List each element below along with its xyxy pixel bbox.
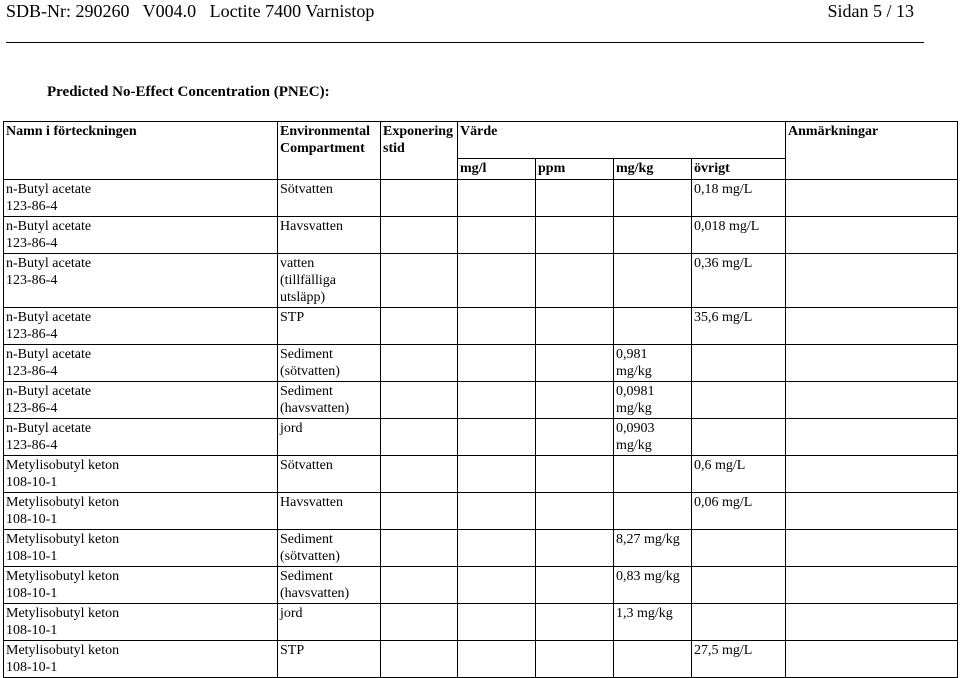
cell-exposure <box>381 456 458 493</box>
cell-remarks <box>786 345 958 382</box>
cell-remarks <box>786 456 958 493</box>
cell-exposure <box>381 419 458 456</box>
cell-remarks <box>786 419 958 456</box>
cell-ppm <box>536 254 614 308</box>
cell-mgl <box>458 345 536 382</box>
cell-remarks <box>786 254 958 308</box>
col-header-other: övrigt <box>692 159 786 180</box>
cell-compartment: Havsvatten <box>278 217 381 254</box>
cell-compartment: Sediment (sötvatten) <box>278 345 381 382</box>
cell-exposure <box>381 217 458 254</box>
cell-exposure <box>381 641 458 678</box>
cell-name: n-Butyl acetate 123-86-4 <box>4 254 278 308</box>
table-row <box>4 419 958 456</box>
cell-mgl <box>458 456 536 493</box>
cell-exposure <box>381 308 458 345</box>
cell-mgl <box>458 530 536 567</box>
cell-remarks <box>786 308 958 345</box>
table-row <box>4 382 958 419</box>
cell-remarks <box>786 567 958 604</box>
cell-exposure <box>381 180 458 217</box>
col-header-exposure: Exponeringstid <box>381 122 458 180</box>
col-header-mgl: mg/l <box>458 159 536 180</box>
cell-other: 0,06 mg/L <box>692 493 786 530</box>
cell-ppm <box>536 604 614 641</box>
cell-mgkg <box>614 308 692 345</box>
cell-ppm <box>536 217 614 254</box>
cell-ppm <box>536 641 614 678</box>
col-header-ppm: ppm <box>536 159 614 180</box>
cell-remarks <box>786 604 958 641</box>
cell-exposure <box>381 493 458 530</box>
cell-name: n-Butyl acetate 123-86-4 <box>4 180 278 217</box>
cell-other: 0,6 mg/L <box>692 456 786 493</box>
page-number: Sidan 5 / 13 <box>827 1 914 21</box>
document-header-title: SDB-Nr: 290260 V004.0 Loctite 7400 Varnistop <box>6 1 375 21</box>
table-row <box>4 217 958 254</box>
cell-ppm <box>536 419 614 456</box>
cell-other <box>692 382 786 419</box>
cell-mgkg: 0,0981 mg/kg <box>614 382 692 419</box>
cell-compartment: jord <box>278 419 381 456</box>
cell-remarks <box>786 382 958 419</box>
cell-exposure <box>381 382 458 419</box>
section-title: Predicted No-Effect Concentration (PNEC): <box>47 84 330 100</box>
header-divider <box>6 42 924 43</box>
table-row <box>4 308 958 345</box>
cell-exposure <box>381 345 458 382</box>
cell-ppm <box>536 530 614 567</box>
cell-other <box>692 567 786 604</box>
cell-mgkg <box>614 217 692 254</box>
cell-mgl <box>458 567 536 604</box>
cell-name: Metylisobutyl keton 108-10-1 <box>4 530 278 567</box>
cell-remarks <box>786 180 958 217</box>
cell-mgkg: 0,981 mg/kg <box>614 345 692 382</box>
cell-exposure <box>381 530 458 567</box>
cell-ppm <box>536 382 614 419</box>
table-row <box>4 530 958 567</box>
cell-name: Metylisobutyl keton 108-10-1 <box>4 456 278 493</box>
cell-other <box>692 345 786 382</box>
table-row <box>4 254 958 308</box>
table-row <box>4 604 958 641</box>
cell-compartment: Sediment (havsvatten) <box>278 382 381 419</box>
cell-name: Metylisobutyl keton 108-10-1 <box>4 493 278 530</box>
col-header-value: Värde <box>458 122 786 159</box>
cell-compartment: Sötvatten <box>278 180 381 217</box>
cell-other: 0,018 mg/L <box>692 217 786 254</box>
cell-other <box>692 419 786 456</box>
cell-mgl <box>458 180 536 217</box>
cell-mgkg <box>614 456 692 493</box>
cell-name: n-Butyl acetate 123-86-4 <box>4 217 278 254</box>
cell-mgkg: 1,3 mg/kg <box>614 604 692 641</box>
table-row <box>4 180 958 217</box>
cell-other <box>692 530 786 567</box>
cell-ppm <box>536 180 614 217</box>
cell-mgkg <box>614 180 692 217</box>
col-header-compartment: Environmental Compartment <box>278 122 381 180</box>
table-header-row <box>4 122 958 159</box>
cell-compartment: vatten (tillfälliga utsläpp) <box>278 254 381 308</box>
cell-mgkg: 8,27 mg/kg <box>614 530 692 567</box>
cell-ppm <box>536 493 614 530</box>
cell-exposure <box>381 604 458 641</box>
cell-name: n-Butyl acetate 123-86-4 <box>4 345 278 382</box>
cell-name: Metylisobutyl keton 108-10-1 <box>4 604 278 641</box>
cell-name: n-Butyl acetate 123-86-4 <box>4 308 278 345</box>
cell-mgl <box>458 254 536 308</box>
cell-name: Metylisobutyl keton 108-10-1 <box>4 641 278 678</box>
cell-compartment: Sediment (sötvatten) <box>278 530 381 567</box>
cell-compartment: STP <box>278 308 381 345</box>
cell-mgkg <box>614 254 692 308</box>
table-row <box>4 567 958 604</box>
cell-mgl <box>458 493 536 530</box>
table-body <box>4 180 958 678</box>
cell-compartment: Sediment (havsvatten) <box>278 567 381 604</box>
cell-mgl <box>458 382 536 419</box>
col-header-mgkg: mg/kg <box>614 159 692 180</box>
cell-mgl <box>458 419 536 456</box>
cell-name: n-Butyl acetate 123-86-4 <box>4 419 278 456</box>
cell-mgkg <box>614 493 692 530</box>
cell-remarks <box>786 217 958 254</box>
table-row <box>4 456 958 493</box>
cell-mgl <box>458 217 536 254</box>
col-header-remarks: Anmärkningar <box>786 122 958 180</box>
cell-ppm <box>536 456 614 493</box>
cell-mgl <box>458 604 536 641</box>
cell-exposure <box>381 254 458 308</box>
cell-ppm <box>536 567 614 604</box>
cell-remarks <box>786 530 958 567</box>
cell-ppm <box>536 308 614 345</box>
cell-remarks <box>786 641 958 678</box>
cell-name: n-Butyl acetate 123-86-4 <box>4 382 278 419</box>
pnec-table <box>3 121 958 678</box>
cell-name: Metylisobutyl keton 108-10-1 <box>4 567 278 604</box>
cell-other: 0,18 mg/L <box>692 180 786 217</box>
cell-mgl <box>458 641 536 678</box>
table-row <box>4 493 958 530</box>
cell-mgkg <box>614 641 692 678</box>
cell-ppm <box>536 345 614 382</box>
cell-other: 0,36 mg/L <box>692 254 786 308</box>
table-row <box>4 641 958 678</box>
cell-compartment: jord <box>278 604 381 641</box>
cell-other <box>692 604 786 641</box>
cell-compartment: Sötvatten <box>278 456 381 493</box>
cell-compartment: Havsvatten <box>278 493 381 530</box>
col-header-name: Namn i förteckningen <box>4 122 278 180</box>
cell-mgkg: 0,0903 mg/kg <box>614 419 692 456</box>
cell-mgl <box>458 308 536 345</box>
cell-other: 35,6 mg/L <box>692 308 786 345</box>
cell-remarks <box>786 493 958 530</box>
table-row <box>4 345 958 382</box>
cell-mgkg: 0,83 mg/kg <box>614 567 692 604</box>
cell-exposure <box>381 567 458 604</box>
cell-compartment: STP <box>278 641 381 678</box>
cell-other: 27,5 mg/L <box>692 641 786 678</box>
